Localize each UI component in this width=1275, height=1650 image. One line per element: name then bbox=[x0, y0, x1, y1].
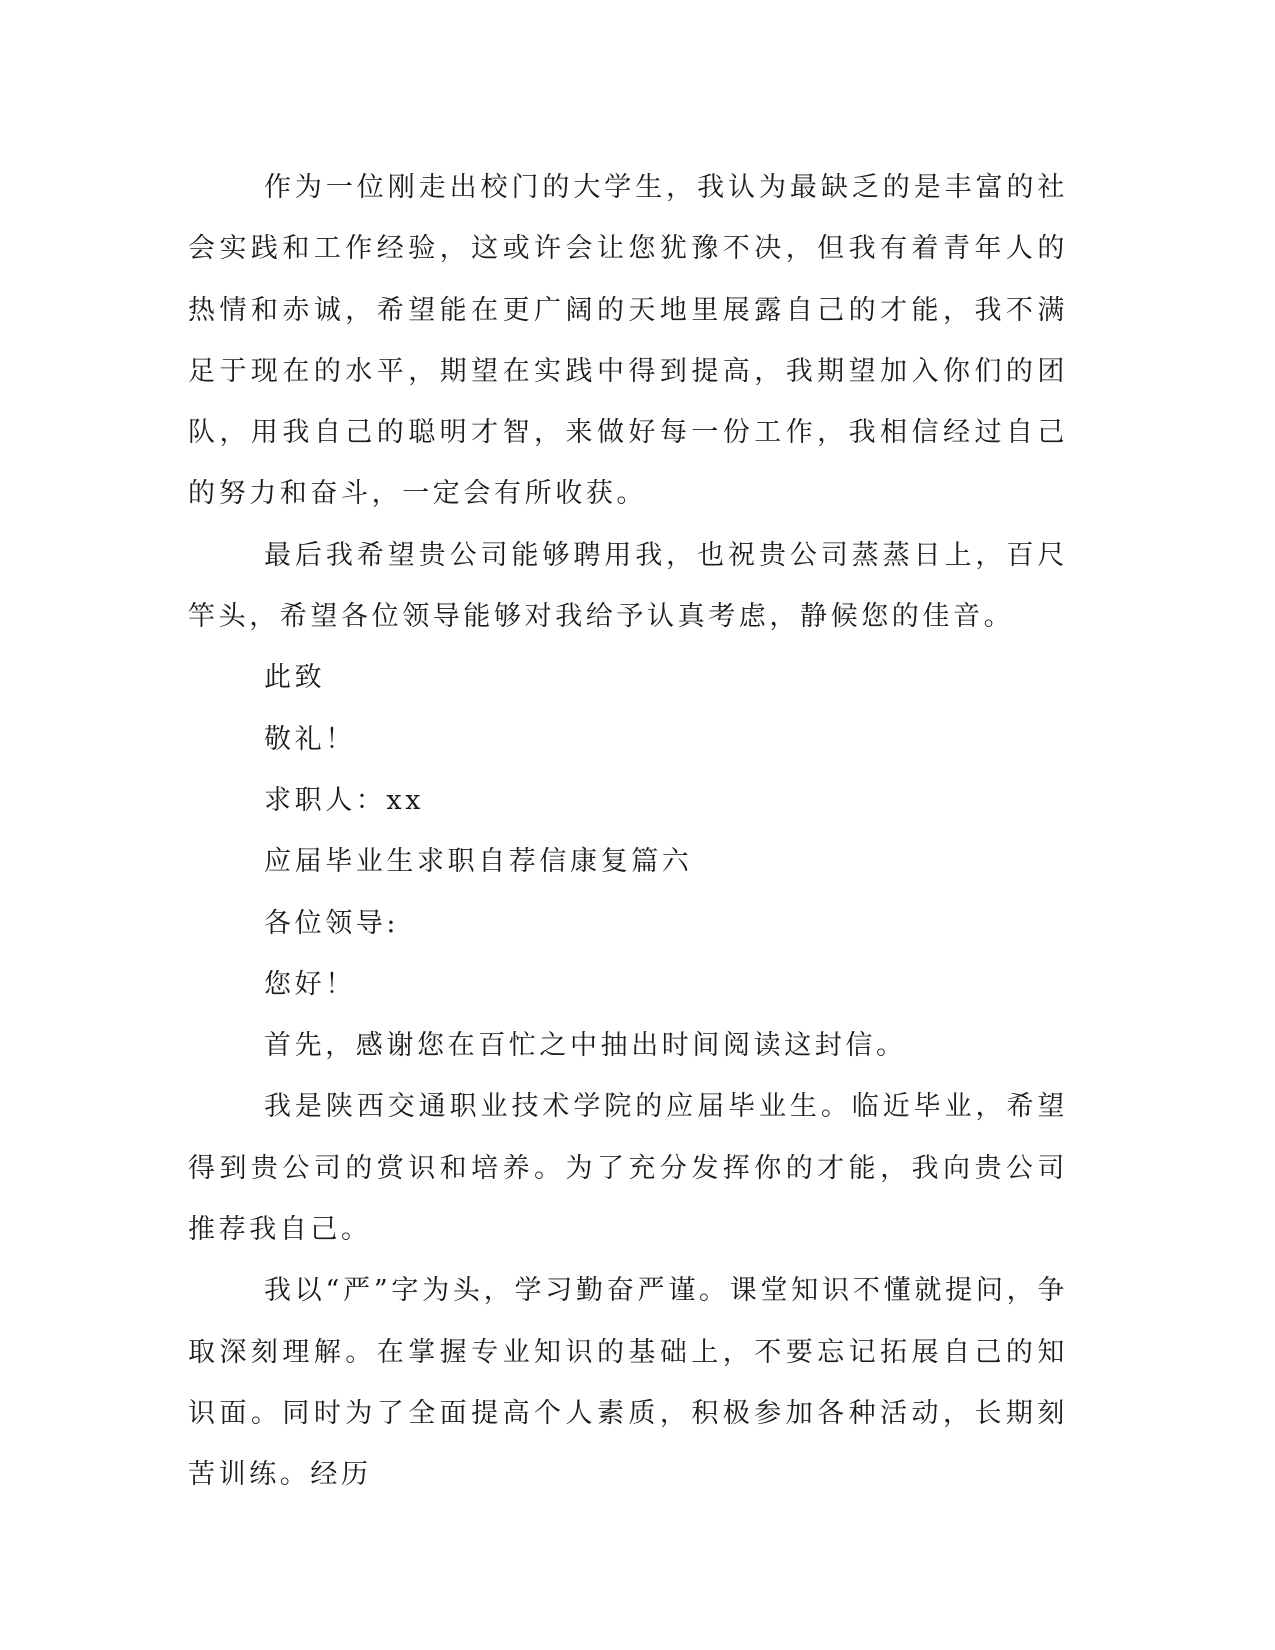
paragraph-closing-hope: 最后我希望贵公司能够聘用我，也祝贵公司蒸蒸日上，百尺竿头，希望各位领导能够对我给予认真考虑，静候您的佳音。 bbox=[188, 539, 1068, 633]
paragraph-thanks: 首先，感谢您在百忙之中抽出时间阅读这封信。 bbox=[264, 1030, 907, 1062]
paragraph-study-attitude: 我以“严”字为头，学习勤奋严谨。课堂知识不懂就提问，争取深刻理解。在掌握专业知识的基础上，不要忘记拓展自己的知识面。同时为了全面提高个人素质，积极参加各种活动，长期刻苦训练。经历 bbox=[188, 1275, 1068, 1491]
paragraph-introduction: 我是陕西交通职业技术学院的应届毕业生。临近毕业，希望得到贵公司的赏识和培养。为了充分发挥你的才能，我向贵公司推荐我自己。 bbox=[188, 1091, 1068, 1246]
greeting-hello: 您好！ bbox=[264, 968, 356, 1000]
salutation-cizhi: 此致 bbox=[264, 662, 326, 694]
letter-body bbox=[188, 157, 1068, 1506]
salutation-jingli: 敬礼！ bbox=[264, 723, 356, 755]
applicant-signature: 求职人：xx bbox=[264, 784, 425, 816]
section-title: 应届毕业生求职自荐信康复篇六 bbox=[264, 846, 693, 878]
greeting-leaders: 各位领导: bbox=[264, 907, 400, 939]
paragraph-practice-experience: 作为一位刚走出校门的大学生，我认为最缺乏的是丰富的社会实践和工作经验，这或许会让您犹豫不决，但我有着青年人的热情和赤诚，希望能在更广阔的天地里展露自己的才能，我不满足于现在的水平，期望在实践中得到提高，我期望加入你们的团队，用我自己的聪明才智，来做好每一份工作，我相信经过自己的努力和奋斗，一定会有所收获。 bbox=[188, 172, 1068, 510]
